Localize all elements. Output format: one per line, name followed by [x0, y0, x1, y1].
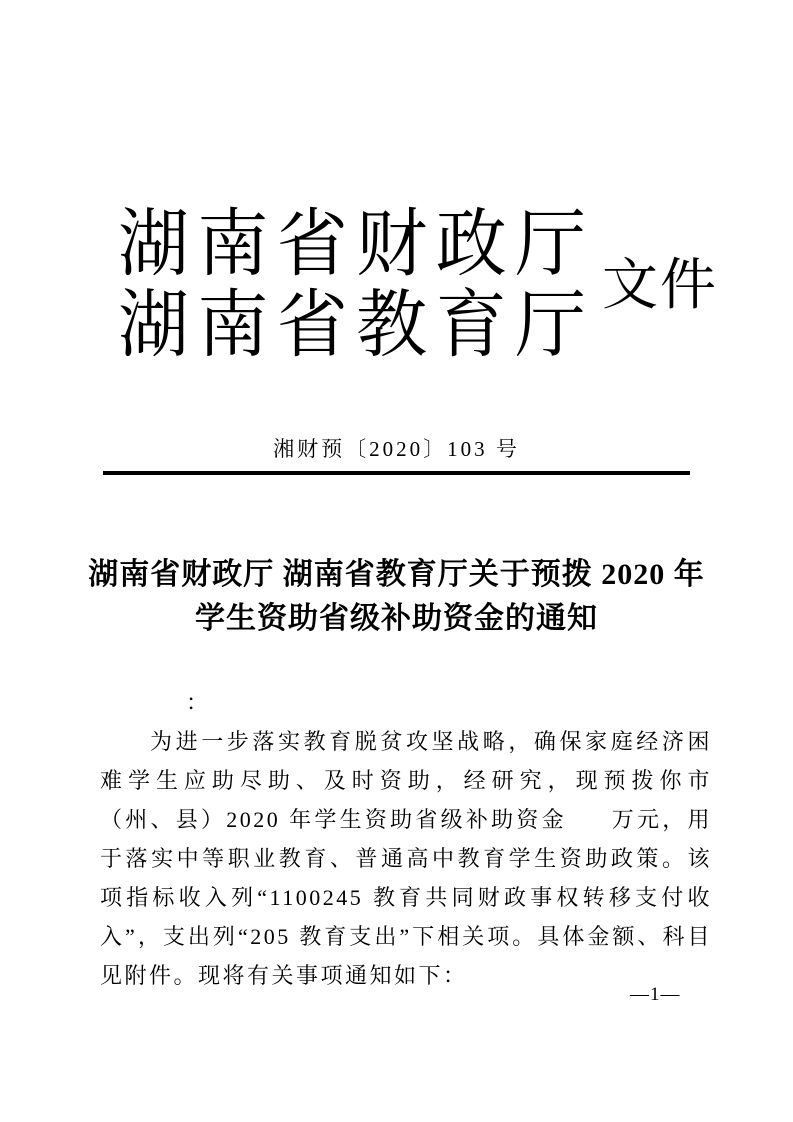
body-paragraph — [100, 722, 712, 995]
body-text-after-amount: 万元，用于落实中等职业教育、普通高中教育学生资助政策。该项指标收入列“1100245 教育共同财政事权转移支付收入”，支出列“205 教育支出”下相关项。具体金额、科目见附件。现将有关事项通知如下： — [100, 807, 712, 988]
agency-name-char: 南 — [197, 285, 269, 367]
page-number: —1— — [630, 984, 681, 1005]
doc-number: 湘财预〔2020〕103 号 — [273, 437, 520, 461]
agency-name-char: 湖 — [118, 204, 190, 286]
separator-rule — [103, 471, 690, 475]
agency-name-char: 政 — [435, 204, 507, 286]
doc-title — [0, 553, 793, 641]
agency-name-char: 南 — [197, 204, 269, 286]
agency-name-char: 湖 — [118, 285, 190, 367]
agency-name-char: 厅 — [514, 285, 586, 367]
doc-type-label: 文件 — [602, 255, 718, 317]
agency-name-char: 省 — [276, 204, 348, 286]
agency-name-char: 财 — [356, 204, 428, 286]
letterhead — [118, 204, 718, 367]
agency-name-char: 厅 — [514, 204, 586, 286]
agency-name-education — [118, 284, 586, 368]
addressee-colon: ： — [186, 690, 209, 715]
agency-name-char: 育 — [435, 285, 507, 367]
agency-name-char: 省 — [276, 285, 348, 367]
agency-name-char: 教 — [356, 285, 428, 367]
agency-name-finance — [118, 203, 586, 287]
body-text-before-amount: 为进一步落实教育脱贫攻坚战略，确保家庭经济困难学生应助尽助、及时资助，经研究，现预拨你市（州、县）2020 年学生资助省级补助资金 — [100, 729, 712, 832]
doc-title-line1: 湖南省财政厅 湖南省教育厅关于预拨 2020 年 — [88, 558, 705, 591]
doc-title-line2: 学生资助省级补助资金的通知 — [195, 602, 598, 635]
agency-names — [118, 205, 586, 367]
